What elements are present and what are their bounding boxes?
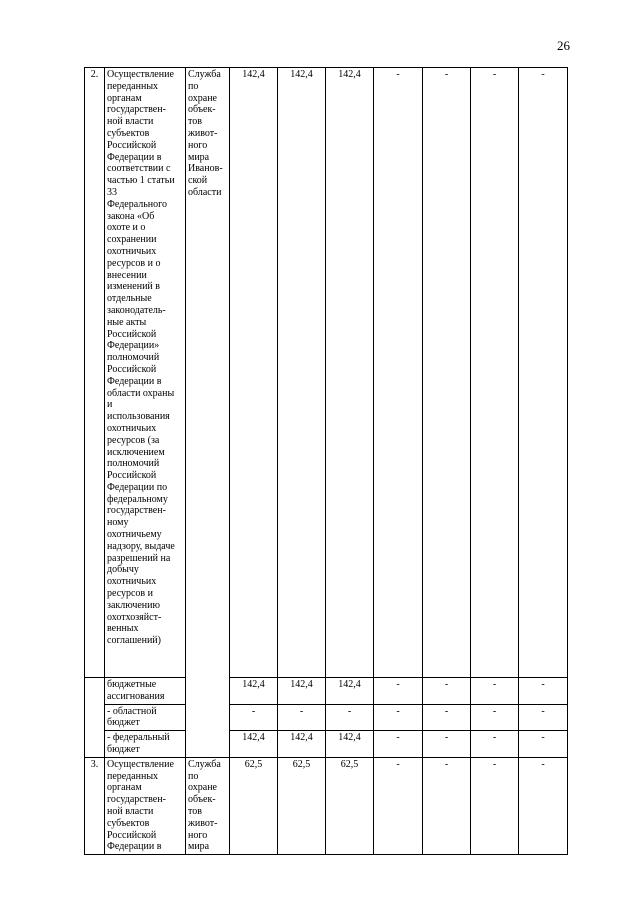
value-cell: 142,4	[326, 731, 374, 758]
value-cell: -	[471, 757, 519, 854]
value-cell: -	[423, 757, 471, 854]
value-cell: 142,4	[230, 731, 278, 758]
row-responsible: Служба по охране объек- тов живот- ного мира Иванов- ской области	[186, 68, 230, 758]
value-cell: -	[423, 678, 471, 705]
value-cell: -	[423, 68, 471, 678]
value-cell: 142,4	[230, 678, 278, 705]
value-cell: -	[423, 704, 471, 731]
value-cell: -	[374, 678, 423, 705]
value-cell: -	[519, 678, 568, 705]
value-cell: -	[519, 704, 568, 731]
table-subrow	[85, 678, 568, 705]
table-row	[85, 68, 568, 678]
page-number: 26	[557, 38, 570, 53]
row-number-empty	[85, 678, 105, 758]
value-cell: -	[374, 68, 423, 678]
value-cell: -	[423, 731, 471, 758]
subrow-label: - федеральный бюджет	[105, 731, 186, 758]
value-cell: -	[519, 731, 568, 758]
value-cell: 62,5	[326, 757, 374, 854]
value-cell: 142,4	[278, 68, 326, 678]
value-cell: 142,4	[326, 678, 374, 705]
value-cell: -	[519, 68, 568, 678]
value-cell: -	[471, 68, 519, 678]
value-cell: -	[278, 704, 326, 731]
value-cell: -	[374, 731, 423, 758]
row-description: Осуществление переданных органам государствен- ной власти субъектов Российской Федерации в соответствии с частью 1 статьи 33 Федерального закона «Об охоте и о сохранении охотничьих ресурсов и о внесении изменений в отдельные законодатель- ные акты Российской Федерации» полномочий Российской Федерации в области охраны и использования охотничьих ресурсов (за исключением полномочий Российской Федерации по федеральному государствен- ному охотничьему надзору, выдаче разрешений на добычу охотничьих ресурсов и заключению охотхозяйст- венных соглашений)	[105, 68, 186, 678]
row-number: 2.	[85, 68, 105, 678]
value-cell: -	[471, 678, 519, 705]
value-cell: 142,4	[326, 68, 374, 678]
table-row	[85, 757, 568, 854]
value-cell: -	[374, 757, 423, 854]
value-cell: -	[471, 731, 519, 758]
value-cell: 142,4	[278, 678, 326, 705]
subrow-label: бюджетные ассигнования	[105, 678, 186, 705]
value-cell: -	[374, 704, 423, 731]
value-cell: 62,5	[230, 757, 278, 854]
value-cell: -	[519, 757, 568, 854]
table-subrow	[85, 704, 568, 731]
value-cell: 62,5	[278, 757, 326, 854]
value-cell: -	[230, 704, 278, 731]
value-cell: 142,4	[230, 68, 278, 678]
row-description: Осуществление переданных органам государствен- ной власти субъектов Российской Федерации в	[105, 757, 186, 854]
value-cell: 142,4	[278, 731, 326, 758]
value-cell: -	[326, 704, 374, 731]
subrow-label: - областной бюджет	[105, 704, 186, 731]
row-number: 3.	[85, 757, 105, 854]
row-responsible: Служба по охране объек- тов живот- ного мира	[186, 757, 230, 854]
program-table	[84, 67, 568, 855]
value-cell: -	[471, 704, 519, 731]
table-subrow	[85, 731, 568, 758]
